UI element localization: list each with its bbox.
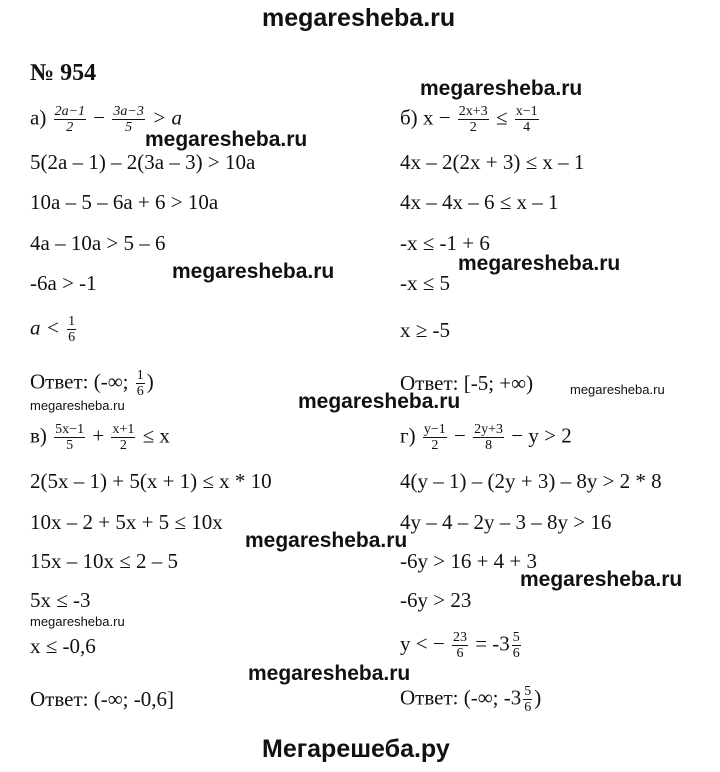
watermark-small: megaresheba.ru — [30, 614, 125, 629]
fraction: $\frac{2x+3}{2}$ — [458, 104, 488, 135]
watermark: megaresheba.ru — [248, 662, 411, 685]
part-a-step-3: 4a – 10a > 5 – 6 — [30, 231, 166, 255]
part-g-step-2: 4y – 4 – 2y – 3 – 8y > 16 — [400, 510, 612, 534]
part-v-inequality: в) $\frac{5x-1}{5}$ + $\frac{x+1}{2}$ ≤ x — [30, 422, 170, 453]
part-a-step-1: 5(2a – 1) – 2(3a – 3) > 10a — [30, 150, 256, 174]
watermark: megaresheba.ru — [145, 128, 308, 151]
part-b-step-3: -x ≤ -1 + 6 — [400, 231, 490, 255]
watermark: megaresheba.ru — [298, 390, 461, 413]
part-v-label: в) — [30, 423, 47, 448]
part-a-label: а) — [30, 105, 47, 130]
watermark: megaresheba.ru — [420, 77, 583, 100]
fraction: $\frac{5}{6}$ — [512, 630, 520, 661]
fraction: $\frac{5}{6}$ — [524, 684, 532, 715]
part-g-step-4: -6y > 23 — [400, 588, 472, 612]
fraction: $\frac{2y+3}{8}$ — [474, 422, 504, 453]
part-g-inequality: г) $\frac{y-1}{2}$ − $\frac{2y+3}{8}$ − y > 2 — [400, 422, 572, 453]
fraction: $\frac{x+1}{2}$ — [112, 422, 135, 453]
fraction: $\frac{x-1}{4}$ — [515, 104, 538, 135]
part-a-result: a < $\frac{1}{6}$ — [30, 314, 76, 345]
part-b-label: б) — [400, 105, 418, 130]
part-b-step-1: 4x – 2(2x + 3) ≤ x – 1 — [400, 150, 585, 174]
part-b-step-5: x ≥ -5 — [400, 318, 451, 342]
part-g-step-3: -6y > 16 + 4 + 3 — [400, 549, 538, 573]
part-b-step-4: -x ≤ 5 — [400, 271, 451, 295]
part-g-step-1: 4(y – 1) – (2y + 3) – 8y > 2 * 8 — [400, 469, 662, 493]
part-v-step-4: 5x ≤ -3 — [30, 588, 91, 612]
fraction: $\frac{y-1}{2}$ — [423, 422, 446, 453]
fraction: $\frac{3a-3}{5}$ — [113, 104, 144, 135]
part-v-answer: Ответ: (-∞; -0,6] — [30, 687, 174, 711]
watermark-small: megaresheba.ru — [570, 382, 665, 397]
part-g-result: y < − $\frac{23}{6}$ = -3 $\frac{5}{6}$ — [400, 630, 520, 661]
fraction: $\frac{5x-1}{5}$ — [55, 422, 85, 453]
part-b-inequality: б) x − $\frac{2x+3}{2}$ ≤ $\frac{x-1}{4}$ — [400, 104, 538, 135]
part-a-step-4: -6a > -1 — [30, 271, 97, 295]
part-a-answer: Ответ: (-∞; $\frac{1}{6}$ ) — [30, 368, 154, 399]
part-v-step-3: 15x – 10x ≤ 2 – 5 — [30, 549, 179, 573]
part-g-label: г) — [400, 423, 416, 448]
problem-number: № 954 — [30, 60, 97, 86]
part-a-step-2: 10a – 5 – 6a + 6 > 10a — [30, 190, 219, 214]
part-v-step-2: 10x – 2 + 5x + 5 ≤ 10x — [30, 510, 223, 534]
watermark: megaresheba.ru — [520, 568, 683, 591]
watermark: megaresheba.ru — [172, 260, 335, 283]
fraction: $\frac{1}{6}$ — [136, 368, 144, 399]
fraction: $\frac{1}{6}$ — [68, 314, 76, 345]
watermark: megaresheba.ru — [458, 252, 621, 275]
fraction: $\frac{23}{6}$ — [452, 630, 467, 661]
watermark: megaresheba.ru — [245, 529, 408, 552]
part-v-step-5: x ≤ -0,6 — [30, 634, 96, 658]
site-footer: Мегарешеба.ру — [262, 735, 450, 763]
fraction: $\frac{2a-1}{2}$ — [54, 104, 86, 135]
part-a-inequality: а) $\frac{2a-1}{2}$ − $\frac{3a-3}{5}$ > a — [30, 104, 182, 135]
site-header: megaresheba.ru — [262, 4, 456, 32]
part-b-step-2: 4x – 4x – 6 ≤ x – 1 — [400, 190, 559, 214]
watermark-small: megaresheba.ru — [30, 398, 125, 413]
part-v-step-1: 2(5x – 1) + 5(x + 1) ≤ x * 10 — [30, 469, 272, 493]
part-b-answer: Ответ: [-5; +∞) — [400, 371, 534, 395]
part-g-answer: Ответ: (-∞; -3 $\frac{5}{6}$ ) — [400, 684, 542, 715]
